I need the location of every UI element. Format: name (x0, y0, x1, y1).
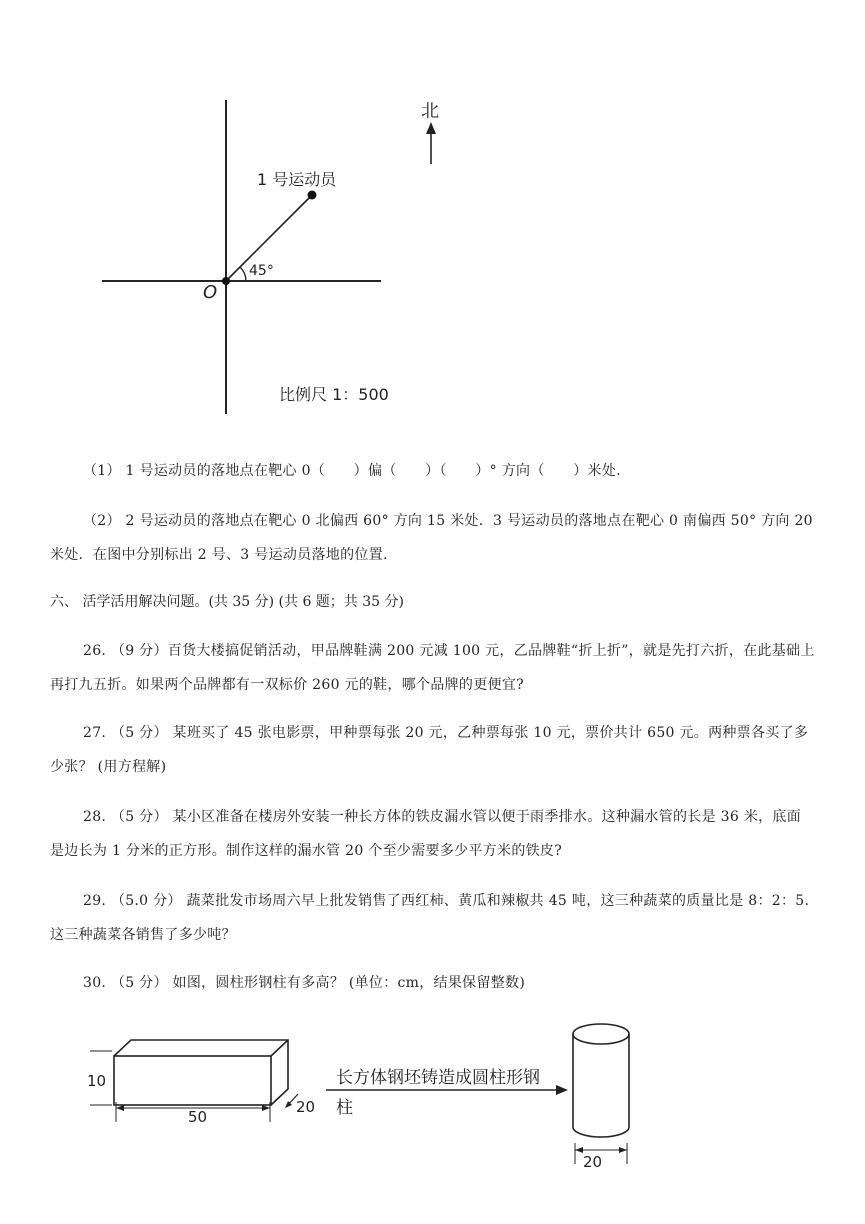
angle-arc (240, 267, 246, 281)
question-28: 28. （5 分） 某小区准备在楼房外安装一种长方体的铁皮漏水管以便于雨季排水。这种漏水管的长是 36 米，底面是边长为 1 分米的正方形。制作这样的漏水管 20 个至少需要多少平方米的铁皮? (50, 809, 802, 859)
north-label: 北 (421, 101, 439, 122)
section-6-heading: 六、 活学活用解决问题。(共 35 分) (共 6 题；共 35 分) (50, 594, 404, 610)
origin-label: O (203, 282, 218, 303)
scale-label: 比例尺 1：500 (279, 385, 389, 404)
transform-arrow-head (556, 1085, 568, 1095)
q25-part1: （1） 1 号运动员的落地点在靶心 0（ ）偏（ ）（ ）° 方向（ ）米处. (83, 463, 621, 479)
transform-text-line2: 柱 (336, 1098, 353, 1118)
question-29: 29. （5.0 分） 蔬菜批发市场周六早上批发销售了西红柿、黄瓜和辣椒共 45 吨，这三种蔬菜的质量比是 8：2：5.这三种蔬菜各销售了多少吨？ (50, 893, 810, 943)
diameter-dim-arrow-right (619, 1147, 627, 1153)
angle-label: 45° (249, 263, 274, 279)
cuboid-shape (114, 1040, 288, 1105)
depth-label: 20 (296, 1098, 316, 1116)
origin-point (222, 277, 230, 285)
length-dim-arrow-left (116, 1105, 124, 1111)
length-dim-arrow-right (262, 1105, 270, 1111)
question-30: 30. （5 分） 如图，圆柱形钢柱有多高？ (单位：cm，结果保留整数) (83, 975, 526, 991)
north-arrow-head (426, 122, 436, 134)
diameter-dim-arrow-left (575, 1147, 583, 1153)
height-label: 10 (87, 1072, 107, 1090)
cylinder-shape (573, 1024, 629, 1137)
q25-part2: （2） 2 号运动员的落地点在靶心 0 北偏西 60° 方向 15 米处．3 号运动员的落地点在靶心 0 南偏西 50° 方向 20 米处．在图中分别标出 2 号、3 号运动员落地的位置. (50, 513, 813, 563)
question-26: 26. （9 分）百货大楼搞促销活动，甲品牌鞋满 200 元减 100 元，乙品牌鞋“折上折”，就是先打六折，在此基础上再打九五折。如果两个品牌都有一双标价 260 元的鞋，哪个品牌的更便宜? (50, 643, 815, 693)
cuboid-cylinder-diagram (0, 1010, 865, 1190)
athlete-1-label: 1 号运动员 (257, 170, 337, 189)
question-27: 27. （5 分） 某班买了 45 张电影票，甲种票每张 20 元，乙种票每张 10 元，票价共计 650 元。两种票各买了多少张？ (用方程解) (50, 725, 809, 775)
transform-text-line1: 长方体钢坯铸造成圆柱形钢 (336, 1068, 540, 1088)
diameter-label: 20 (583, 1153, 603, 1171)
length-label: 50 (188, 1108, 208, 1126)
athlete-1-point (308, 191, 317, 200)
compass-diagram (0, 0, 865, 430)
